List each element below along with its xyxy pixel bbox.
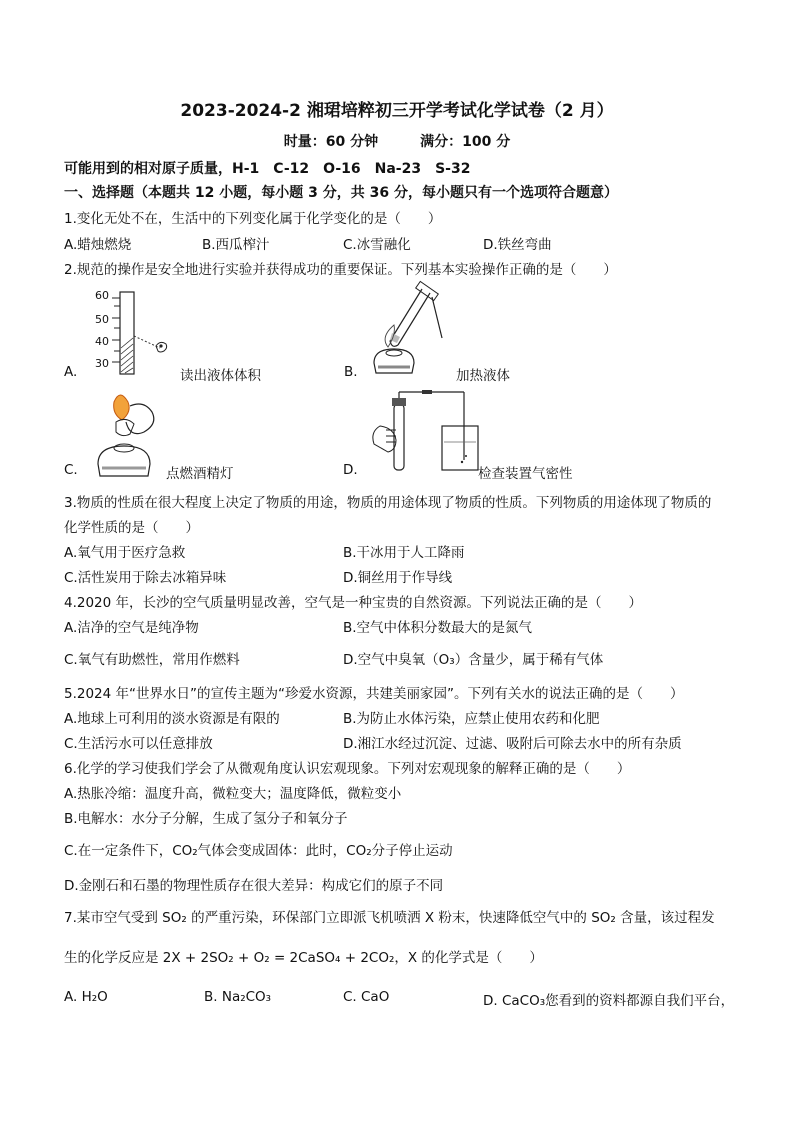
q2-caption-b: 加热液体	[456, 368, 510, 384]
question-6-stem: 6.化学的学习使我们学会了从微观角度认识宏观现象。下列对宏观现象的解释正确的是（ ）	[64, 761, 631, 777]
cylinder-tick-30: 30	[95, 357, 109, 370]
question-5-stem: 5.2024 年“世界水日”的宣传主题为“珍爱水资源，共建美丽家园”。下列有关水的说法正确的是（ ）	[64, 686, 684, 702]
alcohol-lamp-image	[86, 388, 168, 480]
cylinder-tick-60: 60	[95, 289, 109, 302]
q5-option-c: C.生活污水可以任意排放	[64, 736, 213, 752]
q7-trailing-note: 您看到的资料都源自我们平台，	[545, 993, 735, 1009]
q4-option-c: C.氧气有助燃性，常用作燃料	[64, 652, 240, 668]
q6-option-c: C.在一定条件下，CO₂气体会变成固体：此时，CO₂分子停止运动	[64, 843, 453, 859]
q3-option-b: B.干冰用于人工降雨	[343, 545, 465, 561]
question-7-stem-line1: 7.某市空气受到 SO₂ 的严重污染，环保部门立即派飞机喷洒 X 粉末，快速降低空气中的 SO₂ 含量，该过程发	[64, 910, 715, 926]
q7-option-c: C. CaO	[343, 989, 390, 1005]
exam-meta	[0, 131, 794, 151]
q3-option-c: C.活性炭用于除去冰箱异味	[64, 570, 227, 586]
atomic-masses: 可能用到的相对原子质量，H-1 C-12 O-16 Na-23 S-32	[64, 161, 471, 177]
question-4-stem: 4.2020 年，长沙的空气质量明显改善，空气是一种宝贵的自然资源。下列说法正确的是（ ）	[64, 595, 643, 611]
q5-option-a: A.地球上可利用的淡水资源是有限的	[64, 711, 280, 727]
question-7-stem-line2: 生的化学反应是 2X + 2SO₂ + O₂ = 2CaSO₄ + 2CO₂，X 的化学式是（ ）	[64, 950, 543, 966]
q5-option-d: D.湘江水经过沉淀、过滤、吸附后可除去水中的所有杂质	[343, 736, 682, 752]
airtightness-test-image	[360, 390, 480, 478]
cylinder-tick-40: 40	[95, 335, 109, 348]
q5-option-b: B.为防止水体污染，应禁止使用农药和化肥	[343, 711, 600, 727]
q2-option-c: C.	[64, 462, 78, 478]
question-1-stem: 1.变化无处不在，生活中的下列变化属于化学变化的是（ ）	[64, 211, 442, 227]
cylinder-tick-50: 50	[95, 313, 109, 326]
q7-option-a: A. H₂O	[64, 989, 108, 1005]
section-heading: 一、选择题（本题共 12 小题，每小题 3 分，共 36 分，每小题只有一个选项符合题意）	[64, 185, 618, 201]
q2-option-a: A.	[64, 364, 78, 380]
q3-option-d: D.铜丝用于作导线	[343, 570, 453, 586]
q7-option-d-label: D. CaCO₃	[483, 993, 546, 1009]
exam-score: 满分：100 分	[420, 134, 511, 150]
q2-caption-a: 读出液体体积	[180, 368, 261, 384]
q2-option-d: D.	[343, 462, 358, 478]
q2-caption-c: 点燃酒精灯	[166, 466, 234, 482]
q1-option-b: B.西瓜榨汁	[202, 237, 270, 253]
q2-option-b: B.	[344, 364, 358, 380]
exam-title: 2023-2024-2 湘珺培粹初三开学考试化学试卷（2 月）	[180, 101, 614, 121]
q1-option-a: A.蜡烛燃烧	[64, 237, 132, 253]
q6-option-a: A.热胀冷缩：温度升高，微粒变大；温度降低，微粒变小	[64, 786, 402, 802]
q7-option-d	[483, 989, 734, 1009]
exam-time: 时量：60 分钟	[283, 134, 379, 150]
q6-option-d: D.金刚石和石墨的物理性质存在很大差异：构成它们的原子不同	[64, 878, 444, 894]
q7-option-b: B. Na₂CO₃	[204, 989, 272, 1005]
q1-option-d: D.铁丝弯曲	[483, 237, 552, 253]
q4-option-a: A.洁净的空气是纯净物	[64, 620, 199, 636]
heating-liquid-image	[360, 283, 450, 378]
q6-option-b: B.电解水：水分子分解，生成了氢分子和氧分子	[64, 811, 348, 827]
q1-option-c: C.冰雪融化	[343, 237, 411, 253]
question-3-stem-line2: 化学性质的是（ ）	[64, 520, 199, 536]
question-3-stem-line1: 3.物质的性质在很大程度上决定了物质的用途，物质的用途体现了物质的性质。下列物质的用途体现了物质的	[64, 495, 712, 511]
q3-option-a: A.氧气用于医疗急救	[64, 545, 186, 561]
question-2-stem: 2.规范的操作是安全地进行实验并获得成功的重要保证。下列基本实验操作正确的是（ ）	[64, 262, 617, 278]
q2-caption-d: 检查装置气密性	[478, 466, 573, 482]
q4-option-b: B.空气中体积分数最大的是氮气	[343, 620, 533, 636]
q4-option-d: D.空气中臭氧（O₃）含量少，属于稀有气体	[343, 652, 604, 668]
